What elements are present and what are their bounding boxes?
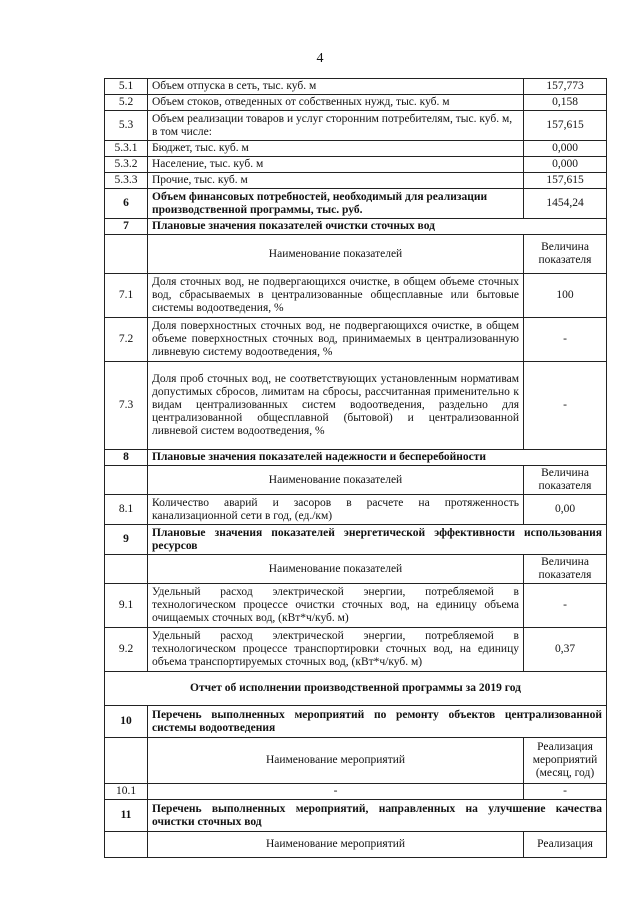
section-title: Перечень выполненных мероприятий, направленных на улучшение качества очистки сточных вод	[148, 800, 607, 832]
section-number: 8	[105, 450, 148, 466]
section-header-row	[105, 800, 607, 832]
empty-cell	[105, 235, 148, 274]
column-header-row	[105, 832, 607, 858]
row-label: Бюджет, тыс. куб. м	[148, 141, 524, 157]
row-number: 9.2	[105, 628, 148, 672]
table-row	[105, 111, 607, 141]
column-header-name: Наименование мероприятий	[148, 832, 524, 858]
section-title: Плановые значения показателей очистки сточных вод	[148, 219, 607, 235]
section-header-row	[105, 525, 607, 555]
row-value: 157,773	[524, 79, 607, 95]
row-label: Объем финансовых потребностей, необходимый для реализации производственной программы, тыс. руб.	[148, 189, 524, 219]
row-number: 5.3	[105, 111, 148, 141]
column-header-row	[105, 466, 607, 495]
row-number: 8.1	[105, 495, 148, 525]
row-number: 9.1	[105, 584, 148, 628]
row-label: Доля проб сточных вод, не соответствующих установленным нормативам допустимых сбросов, лимитам на сбросы, рассчитанная применительно к видам централизованных систем водоотведения, раздельно для централизованной общесплавной (бытовой) и централизованной ливневой систем водоотведения, %	[148, 362, 524, 450]
program-table	[104, 78, 607, 858]
empty-cell	[105, 832, 148, 858]
row-number: 7.3	[105, 362, 148, 450]
row-value: -	[524, 362, 607, 450]
row-number: 5.1	[105, 79, 148, 95]
empty-cell	[105, 466, 148, 495]
row-label: Удельный расход электрической энергии, потребляемой в технологическом процессе транспортировки сточных вод, на единицу объема транспортируемых сточных вод, (кВт*ч/куб. м)	[148, 628, 524, 672]
row-number: 5.2	[105, 95, 148, 111]
table-row	[105, 157, 607, 173]
row-number: 7.1	[105, 274, 148, 318]
table-row	[105, 784, 607, 800]
row-label: Доля сточных вод, не подвергающихся очистке, в общем объеме сточных вод, сбрасываемых в централизованные общесплавные или бытовые системы водоотведения, %	[148, 274, 524, 318]
row-value: 0,000	[524, 157, 607, 173]
section-title: Плановые значения показателей энергетической эффективности использования ресурсов	[148, 525, 607, 555]
row-number: 5.3.2	[105, 157, 148, 173]
table-row	[105, 173, 607, 189]
row-label: Население, тыс. куб. м	[148, 157, 524, 173]
row-value: 0,00	[524, 495, 607, 525]
column-header-value: Величина показателя	[524, 466, 607, 495]
column-header-row	[105, 235, 607, 274]
table-row	[105, 274, 607, 318]
row-value: 1454,24	[524, 189, 607, 219]
section-header-row	[105, 706, 607, 738]
table-row	[105, 189, 607, 219]
section-title: Плановые значения показателей надежности и бесперебойности	[148, 450, 607, 466]
row-label: Доля поверхностных сточных вод, не подвергающихся очистке, в общем объеме поверхностных сточных вод, принимаемых в централизованную ливневую систему водоотведения, %	[148, 318, 524, 362]
row-number: 7.2	[105, 318, 148, 362]
row-value: 157,615	[524, 111, 607, 141]
column-header-name: Наименование показателей	[148, 466, 524, 495]
table-row	[105, 95, 607, 111]
row-label: Прочие, тыс. куб. м	[148, 173, 524, 189]
section-number: 10	[105, 706, 148, 738]
row-number: 10.1	[105, 784, 148, 800]
table-row	[105, 318, 607, 362]
column-header-name: Наименование показателей	[148, 235, 524, 274]
report-title-row	[105, 672, 607, 706]
row-value: 0,000	[524, 141, 607, 157]
row-number: 5.3.3	[105, 173, 148, 189]
row-number: 5.3.1	[105, 141, 148, 157]
empty-cell	[105, 555, 148, 584]
column-header-value: Величина показателя	[524, 235, 607, 274]
row-label: Количество аварий и засоров в расчете на протяженность канализационной сети в год, (ед./км)	[148, 495, 524, 525]
row-label: Объем реализации товаров и услуг сторонним потребителям, тыс. куб. м, в том числе:	[148, 111, 524, 141]
column-header-name: Наименование мероприятий	[148, 738, 524, 784]
section-header-row	[105, 450, 607, 466]
row-label: Удельный расход электрической энергии, потребляемой в технологическом процессе очистки сточных вод, на единицу объема очищаемых сточных вод, (кВт*ч/куб. м)	[148, 584, 524, 628]
table-row	[105, 628, 607, 672]
row-value: -	[524, 584, 607, 628]
row-value: -	[524, 784, 607, 800]
table-row	[105, 495, 607, 525]
column-header-value: Величина показателя	[524, 555, 607, 584]
column-header-row	[105, 738, 607, 784]
report-title: Отчет об исполнении производственной программы за 2019 год	[105, 672, 607, 706]
row-value: 0,158	[524, 95, 607, 111]
column-header-row	[105, 555, 607, 584]
row-label: Объем стоков, отведенных от собственных нужд, тыс. куб. м	[148, 95, 524, 111]
row-label: -	[148, 784, 524, 800]
section-header-row	[105, 219, 607, 235]
column-header-value: Реализация мероприятий (месяц, год)	[524, 738, 607, 784]
row-value: 0,37	[524, 628, 607, 672]
table-row	[105, 584, 607, 628]
table-row	[105, 141, 607, 157]
row-value: 100	[524, 274, 607, 318]
row-label: Объем отпуска в сеть, тыс. куб. м	[148, 79, 524, 95]
section-number: 11	[105, 800, 148, 832]
section-number: 7	[105, 219, 148, 235]
section-title: Перечень выполненных мероприятий по ремонту объектов централизованной системы водоотведения	[148, 706, 607, 738]
table-row	[105, 79, 607, 95]
row-value: 157,615	[524, 173, 607, 189]
column-header-value: Реализация	[524, 832, 607, 858]
page-number: 4	[316, 51, 324, 66]
column-header-name: Наименование показателей	[148, 555, 524, 584]
row-value: -	[524, 318, 607, 362]
section-number: 9	[105, 525, 148, 555]
table-row	[105, 362, 607, 450]
empty-cell	[105, 738, 148, 784]
row-number: 6	[105, 189, 148, 219]
